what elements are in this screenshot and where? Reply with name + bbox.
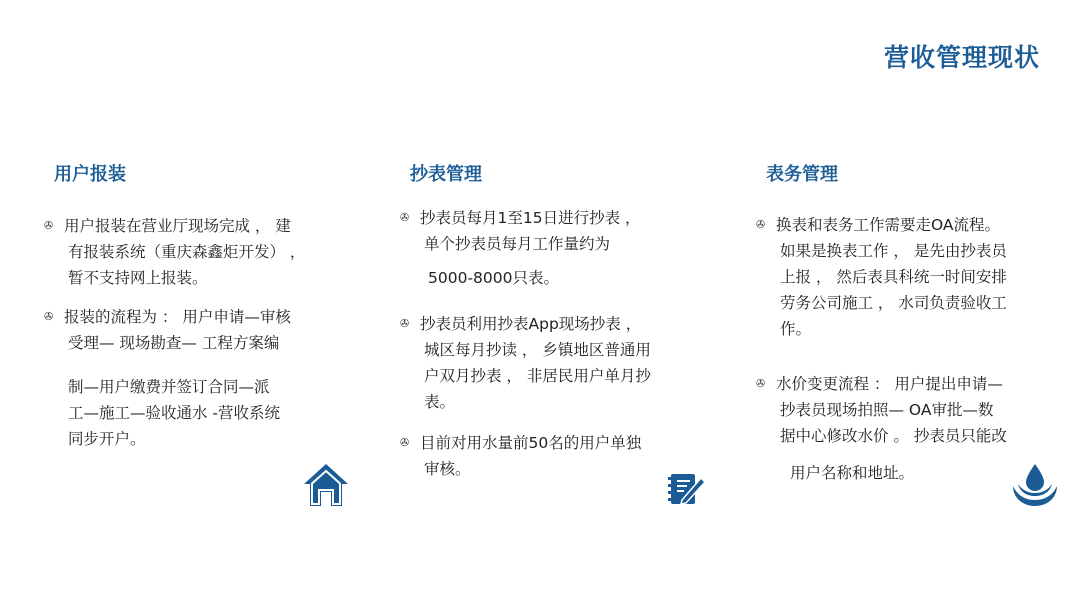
water-drop-icon (1010, 462, 1060, 508)
paragraph: ✇ 水价变更流程 ： 用户提出申请— 抄表员现场拍照— OA审批—数 据中心修改水价 。 抄表员只能改 (756, 371, 1007, 449)
bullet-icon: ✇ (44, 310, 54, 323)
paragraph: 制—用户缴费并签订合同—派 工—施工—验收通水 -营收系统 同步开户。 (68, 378, 281, 448)
paragraph: ✇ 报装的流程为 ： 用户申请—审核 受理— 现场勘查— 工程方案编 (44, 304, 291, 356)
column-title: 抄表管理 (410, 164, 482, 185)
house-icon (302, 462, 350, 508)
paragraph: 5000-8000只表。 (428, 269, 559, 287)
column-title: 用户报装 (54, 164, 126, 185)
bullet-icon: ✇ (44, 219, 54, 232)
bullet-icon: ✇ (756, 218, 766, 231)
paragraph: ✇ 用户报装在营业厅现场完成 ， 建 有报装系统（重庆森鑫炬开发） ， 暂不支持网上报装。 (44, 213, 305, 291)
bullet-icon: ✇ (756, 377, 766, 390)
page-title: 营收管理现状 (883, 43, 1040, 72)
paragraph: 用户名称和地址。 (790, 464, 915, 482)
bullet-icon: ✇ (400, 317, 410, 330)
paragraph: ✇ 抄表员每月1至15日进行抄表 ， 单个抄表员每月工作量约为 (400, 205, 641, 257)
notebook-pen-icon (668, 470, 706, 506)
paragraph: ✇ 换表和表务工作需要走OA流程。 如果是换表工作 ， 是先由抄表员 上报 ， 然后表具科统一时间安排 劳务公司施工 ， 水司负责验收工 作。 (756, 212, 1007, 342)
paragraph: ✇ 抄表员利用抄表App现场抄表 ， 城区每月抄读 ， 乡镇地区普通用 户双月抄表 ， 非居民用户单月抄 表。 (400, 311, 651, 415)
paragraph: ✇ 目前对用水量前50名的用户单独 审核。 (400, 430, 641, 482)
bullet-icon: ✇ (400, 436, 410, 449)
column-title: 表务管理 (766, 164, 838, 185)
bullet-icon: ✇ (400, 211, 410, 224)
